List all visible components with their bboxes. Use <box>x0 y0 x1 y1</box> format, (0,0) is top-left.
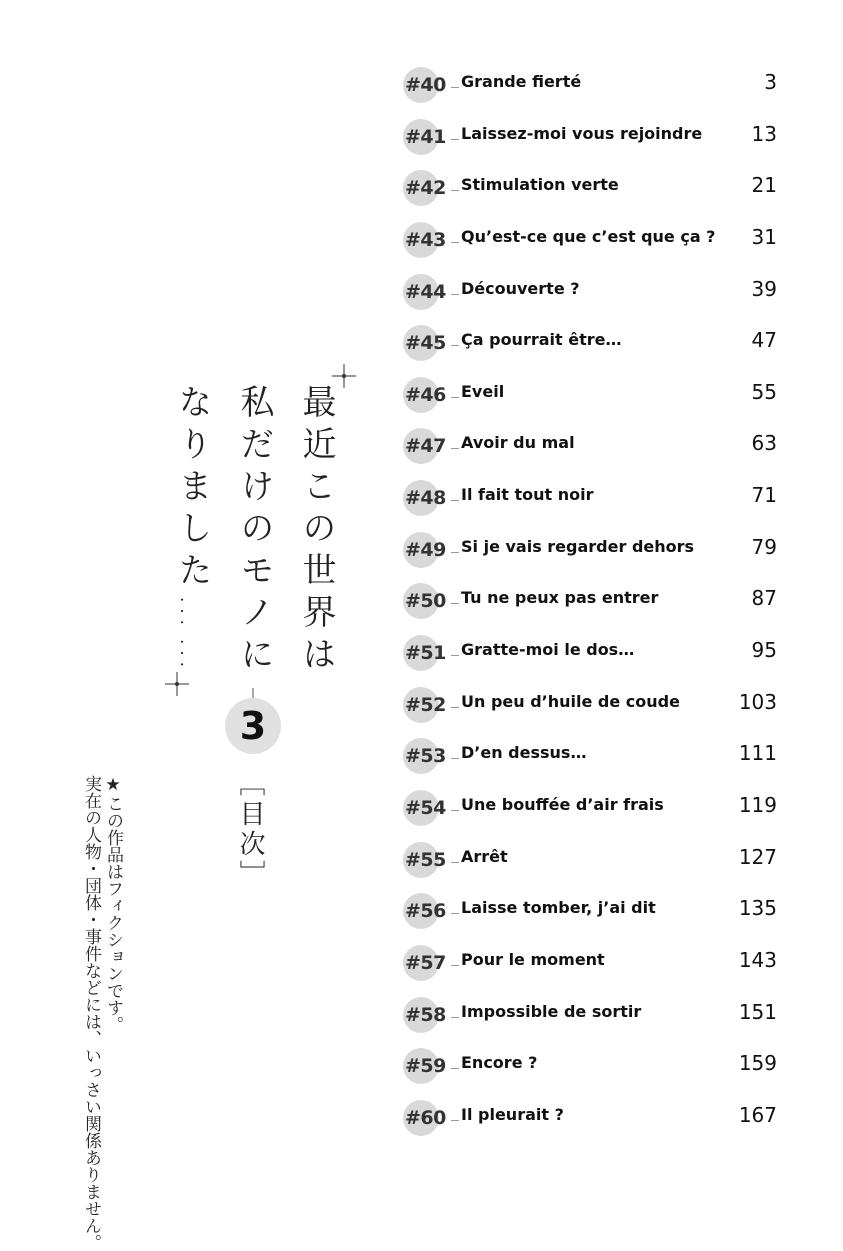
chapter-title: Encore ? <box>461 1053 538 1073</box>
toc-entry <box>403 214 783 266</box>
chapter-number-badge <box>403 532 446 568</box>
leader-dash <box>451 913 459 914</box>
toc-entry <box>403 369 783 421</box>
chapter-number: #51 <box>405 642 446 665</box>
toc-entry <box>403 937 783 989</box>
leader-dash <box>451 345 459 346</box>
chapter-number-badge <box>403 119 446 155</box>
page-number: 47 <box>751 328 777 353</box>
page-number: 31 <box>751 224 777 249</box>
title-line-2: 私だけのモノに <box>234 384 274 678</box>
chapter-title: Un peu d’huile de coude <box>461 691 680 711</box>
chapter-number-badge <box>403 738 446 774</box>
leader-dash <box>451 242 459 243</box>
chapter-title: Une bouffée d’air frais <box>461 794 664 814</box>
page-number: 3 <box>764 70 777 94</box>
toc-entry <box>403 420 783 472</box>
chapter-number: #50 <box>405 590 446 613</box>
chapter-number-badge <box>403 428 446 464</box>
chapter-number: #41 <box>405 125 446 148</box>
page-number: 21 <box>751 173 777 198</box>
toc-entry <box>403 111 783 163</box>
leader-dash <box>451 448 459 449</box>
chapter-number: #46 <box>405 383 446 406</box>
page-number: 119 <box>738 792 777 817</box>
badge-tick <box>252 688 254 698</box>
volume-badge <box>225 698 281 754</box>
toc-entry <box>403 59 783 111</box>
page-number: 87 <box>751 586 777 611</box>
chapter-number: #42 <box>405 177 446 200</box>
chapter-number-badge <box>403 1100 446 1136</box>
chapter-number-badge <box>403 842 446 878</box>
table-of-contents <box>403 59 783 1143</box>
toc-entry <box>403 627 783 679</box>
chapter-number: #53 <box>405 745 446 768</box>
page-number: 39 <box>751 276 777 301</box>
page-number: 71 <box>751 483 777 508</box>
leader-dash <box>451 1017 459 1018</box>
chapter-title: Eveil <box>461 381 505 401</box>
chapter-title: Il pleurait ? <box>461 1104 564 1124</box>
leader-dash <box>451 655 459 656</box>
chapter-title: D’en dessus… <box>461 743 587 763</box>
chapter-number-badge <box>403 790 446 826</box>
leader-dash <box>451 552 459 553</box>
title-line-1: 最近この世界は <box>296 384 336 678</box>
page-number: 111 <box>738 741 777 766</box>
chapter-number-badge <box>403 377 446 413</box>
leader-dash <box>451 965 459 966</box>
page-number: 55 <box>751 379 777 404</box>
chapter-title: Tu ne peux pas entrer <box>461 588 659 608</box>
page-number: 79 <box>751 534 777 559</box>
chapter-number: #48 <box>405 487 446 510</box>
disclaimer-line-2: 実在の人物・団体・事件などには、いっさい関係ありません。 <box>81 775 101 1251</box>
chapter-number: #49 <box>405 538 446 561</box>
chapter-title: Arrêt <box>461 846 508 866</box>
chapter-title: Ça pourrait être… <box>461 330 622 350</box>
chapter-title: Stimulation verte <box>461 175 619 195</box>
toc-entry <box>403 1092 783 1144</box>
volume-number: 3 <box>239 704 267 748</box>
chapter-number: #44 <box>405 280 446 303</box>
leader-dash <box>451 1068 459 1069</box>
chapter-title: Avoir du mal <box>461 433 575 453</box>
toc-entry <box>403 575 783 627</box>
leader-dash <box>451 810 459 811</box>
page-number: 63 <box>751 431 777 456</box>
page-number: 143 <box>738 947 777 972</box>
chapter-title: Pour le moment <box>461 949 605 969</box>
title-line-3: なりました…… <box>172 384 212 678</box>
leader-dash <box>451 190 459 191</box>
chapter-number: #60 <box>405 1106 446 1129</box>
chapter-title: Impossible de sortir <box>461 1001 642 1021</box>
chapter-title: Il fait tout noir <box>461 485 594 505</box>
contents-label: ［目次］ <box>235 770 265 890</box>
chapter-number: #56 <box>405 900 446 923</box>
disclaimer <box>80 775 124 1251</box>
page-number: 127 <box>738 844 777 869</box>
chapter-number: #57 <box>405 951 446 974</box>
chapter-number-badge <box>403 480 446 516</box>
chapter-title: Grande fierté <box>461 72 582 91</box>
page-number: 167 <box>738 1102 777 1127</box>
chapter-number-badge <box>403 325 446 361</box>
toc-entry <box>403 679 783 731</box>
chapter-title: Qu’est-ce que c’est que ça ? <box>461 226 716 246</box>
chapter-title: Laissez-moi vous rejoindre <box>461 123 703 143</box>
page-number: 95 <box>751 638 777 663</box>
page-number: 103 <box>738 689 777 714</box>
toc-entry <box>403 266 783 318</box>
chapter-number-badge <box>403 67 446 103</box>
chapter-number-badge <box>403 274 446 310</box>
sparkle-icon <box>165 672 189 696</box>
chapter-title: Si je vais regarder dehors <box>461 536 695 556</box>
toc-entry <box>403 1040 783 1092</box>
chapter-number-badge <box>403 945 446 981</box>
chapter-title: Gratte-moi le dos… <box>461 640 635 660</box>
chapter-number-badge <box>403 1048 446 1084</box>
leader-dash <box>451 397 459 398</box>
page-number: 151 <box>738 999 777 1024</box>
leader-dash <box>451 139 459 140</box>
chapter-number: #58 <box>405 1003 446 1026</box>
toc-entry <box>403 162 783 214</box>
toc-entry <box>403 317 783 369</box>
leader-dash <box>451 294 459 295</box>
chapter-number: #40 <box>405 74 446 96</box>
chapter-number-badge <box>403 583 446 619</box>
leader-dash <box>451 87 459 88</box>
chapter-title: Découverte ? <box>461 278 580 298</box>
toc-entry <box>403 885 783 937</box>
chapter-number-badge <box>403 635 446 671</box>
chapter-number: #59 <box>405 1055 446 1078</box>
chapter-number: #45 <box>405 332 446 355</box>
leader-dash <box>451 707 459 708</box>
toc-entry <box>403 524 783 576</box>
chapter-number: #43 <box>405 228 446 251</box>
chapter-number: #52 <box>405 693 446 716</box>
chapter-number-badge <box>403 997 446 1033</box>
chapter-number: #54 <box>405 796 446 819</box>
page-number: 13 <box>751 121 777 146</box>
page-number: 135 <box>738 896 777 921</box>
chapter-number: #47 <box>405 435 446 458</box>
leader-dash <box>451 862 459 863</box>
toc-entry <box>403 472 783 524</box>
page-number: 159 <box>738 1051 777 1076</box>
disclaimer-line-1: ★この作品はフィクションです。 <box>103 775 123 1033</box>
toc-entry <box>403 730 783 782</box>
chapter-number-badge <box>403 222 446 258</box>
chapter-number-badge <box>403 687 446 723</box>
chapter-title: Laisse tomber, j’ai dit <box>461 898 656 918</box>
chapter-number-badge <box>403 170 446 206</box>
leader-dash <box>451 500 459 501</box>
chapter-number: #55 <box>405 848 446 871</box>
chapter-number-badge <box>403 893 446 929</box>
sparkle-icon <box>332 364 356 388</box>
toc-entry <box>403 989 783 1041</box>
toc-entry <box>403 782 783 834</box>
leader-dash <box>451 603 459 604</box>
toc-entry <box>403 834 783 886</box>
leader-dash <box>451 758 459 759</box>
leader-dash <box>451 1120 459 1121</box>
